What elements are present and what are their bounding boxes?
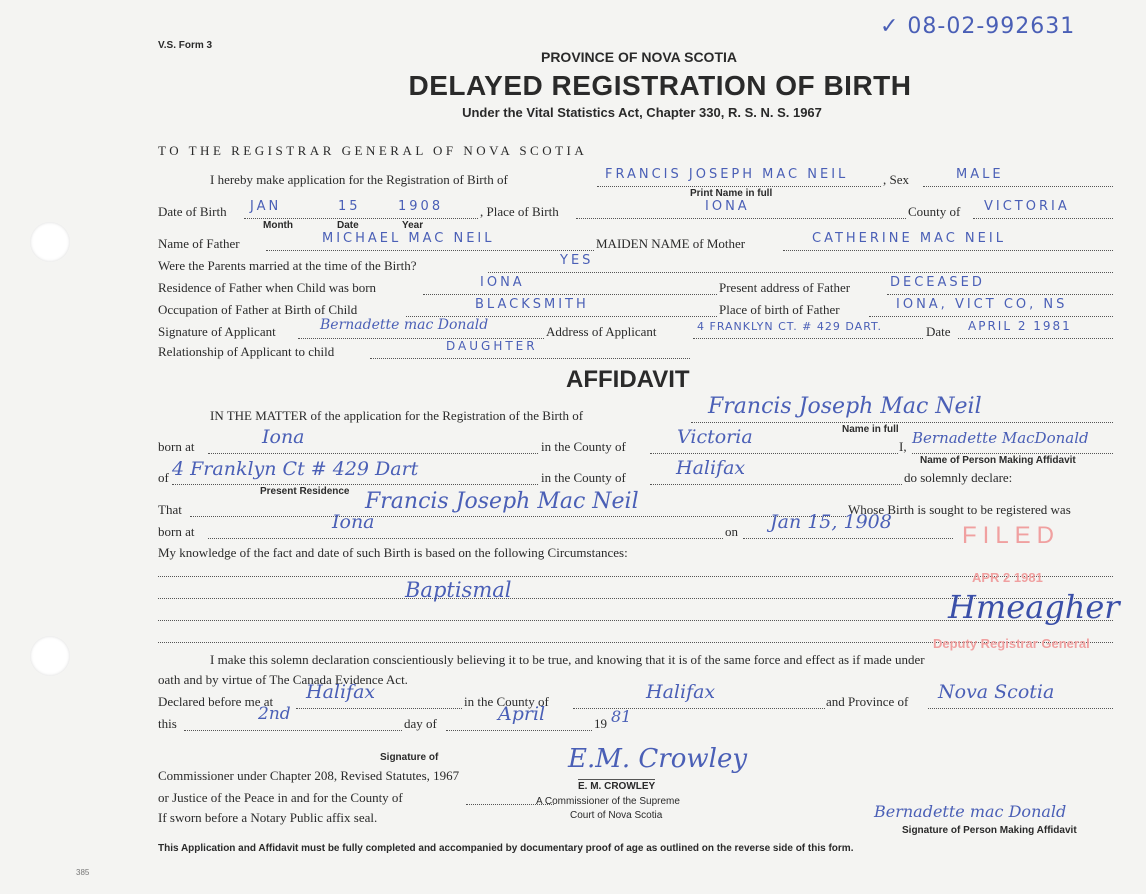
label-applicant-signature: Signature of Applicant	[158, 324, 276, 339]
field-applicant-address[interactable]: 4 FRANKLYN CT. # 429 DART.	[697, 320, 882, 333]
label-province-of: and Province of	[826, 694, 909, 709]
label-of: of	[158, 470, 169, 485]
field-affiant-name[interactable]: Bernadette MacDonald	[912, 429, 1089, 447]
label-that: That	[158, 502, 182, 517]
label-place-of-birth: , Place of Birth	[480, 204, 559, 219]
field-application-date[interactable]: APRIL 2 1981	[968, 319, 1072, 333]
registration-number: ✓ 08-02-992631	[880, 14, 1076, 39]
label-justice: or Justice of the Peace in and for the County of	[158, 790, 403, 805]
label-i: I,	[899, 439, 907, 454]
label-born-at: born at	[158, 439, 195, 454]
field-residence-father[interactable]: IONA	[480, 275, 525, 290]
label-declared-before: Declared before me at	[158, 694, 274, 709]
stamp-commissioner-line2: A Commissioner of the Supreme	[536, 796, 680, 807]
field-affiant-residence[interactable]: 4 Franklyn Ct # 429 Dart	[172, 458, 419, 480]
caption-signature-of: Signature of	[380, 752, 439, 763]
label-applicant-address: Address of Applicant	[546, 324, 657, 339]
field-mother-name[interactable]: CATHERINE MAC NEIL	[812, 231, 1006, 246]
field-month[interactable]: April	[498, 703, 546, 725]
field-parents-married[interactable]: YES	[560, 253, 594, 268]
caption-date: Date	[337, 220, 359, 231]
field-that-name[interactable]: Francis Joseph Mac Neil	[365, 489, 639, 514]
affiant-signature[interactable]: Bernadette mac Donald	[874, 802, 1067, 821]
affidavit-heading: AFFIDAVIT	[566, 366, 690, 393]
caption-month: Month	[263, 220, 293, 231]
label-sex: , Sex	[883, 172, 909, 187]
label-relationship: Relationship of Applicant to child	[158, 344, 335, 359]
field-present-address-father[interactable]: DECEASED	[890, 275, 985, 290]
label-occupation-father: Occupation of Father at Birth of Child	[158, 302, 358, 317]
filed-date: APR 2 1981	[972, 570, 1043, 585]
field-applicant-signature[interactable]: Bernadette mac Donald	[320, 317, 489, 333]
field-place-of-birth[interactable]: IONA	[705, 199, 750, 214]
label-present-address-father: Present address of Father	[719, 280, 851, 295]
label-mother-maiden-name: MAIDEN NAME of Mother	[596, 236, 746, 251]
stamp-commissioner-line3: Court of Nova Scotia	[570, 810, 663, 821]
corner-code: 385	[76, 868, 90, 877]
label-application-date: Date	[926, 324, 951, 339]
field-place-birth-father[interactable]: IONA, VICT CO, NS	[896, 297, 1068, 312]
field-residence-county[interactable]: Halifax	[676, 457, 746, 479]
field-birth-year[interactable]: 1908	[398, 199, 444, 214]
field-circumstances[interactable]: Baptismal	[405, 578, 512, 602]
province-heading: PROVINCE OF NOVA SCOTIA	[540, 49, 737, 65]
field-child-name[interactable]: FRANCIS JOSEPH MAC NEIL	[605, 167, 849, 182]
label-declared-county: in the County of	[464, 694, 549, 709]
label-in-the-matter: IN THE MATTER of the application for the Registration of the Birth of	[210, 408, 584, 423]
field-birth-day[interactable]: 15	[338, 199, 361, 214]
label-parents-married: Were the Parents married at the time of the Birth?	[158, 258, 417, 273]
field-sex[interactable]: MALE	[956, 167, 1004, 182]
label-registration-of: I hereby make application for the Registration of Birth of	[210, 172, 508, 187]
label-in-county-of: in the County of	[541, 439, 626, 454]
field-declared-county[interactable]: Halifax	[646, 681, 716, 703]
addressee-line: TO THE REGISTRAR GENERAL OF NOVA SCOTIA	[158, 143, 588, 158]
label-day-of: day of	[404, 716, 437, 731]
caption-print-name: Print Name in full	[690, 188, 773, 199]
deputy-registrar-title: Deputy Registrar General	[933, 636, 1090, 651]
field-born-at-2[interactable]: Iona	[332, 511, 375, 533]
declaration-line-1: I make this solemn declaration conscientiously believing it to be true, and knowing that it is of the same force and effect as if made under	[210, 652, 925, 667]
form-subtitle: Under the Vital Statistics Act, Chapter 330, R. S. N. S. 1967	[462, 105, 822, 120]
label-year-19: 19	[594, 716, 607, 731]
caption-signature-of-person: Signature of Person Making Affidavit	[902, 825, 1077, 836]
field-born-county[interactable]: Victoria	[677, 426, 753, 448]
label-whose-birth: Whose Birth is sought to be registered was	[848, 502, 1071, 517]
label-date-of-birth: Date of Birth	[158, 204, 227, 219]
deputy-registrar-signature: Hmeagher	[948, 588, 1120, 626]
field-birth-month[interactable]: JAN	[250, 199, 282, 214]
field-born-at[interactable]: Iona	[262, 426, 305, 448]
footer-instructions: This Application and Affidavit must be fully completed and accompanied by documentary proof of age as outlined on the reverse side of this form.	[158, 843, 854, 854]
form-number: V.S. Form 3	[158, 40, 213, 51]
caption-year: Year	[402, 220, 424, 231]
label-residence-father: Residence of Father when Child was born	[158, 280, 377, 295]
declaration-line-2: oath and by virtue of The Canada Evidence Act.	[158, 672, 408, 687]
caption-name-in-full: Name in full	[842, 424, 899, 435]
caption-present-residence: Present Residence	[260, 486, 350, 497]
label-county: County of	[908, 204, 961, 219]
label-place-birth-father: Place of birth of Father	[719, 302, 840, 317]
field-father-name[interactable]: MICHAEL MAC NEIL	[322, 231, 495, 246]
label-commissioner: Commissioner under Chapter 208, Revised Statutes, 1967	[158, 768, 460, 783]
caption-name-of-person: Name of Person Making Affidavit	[920, 455, 1076, 466]
field-born-on[interactable]: Jan 15, 1908	[770, 511, 892, 533]
form-title: DELAYED REGISTRATION OF BIRTH	[408, 70, 912, 101]
label-solemnly-declare: do solemnly declare:	[904, 470, 1013, 485]
field-relationship[interactable]: DAUGHTER	[446, 339, 538, 353]
field-affidavit-child-name[interactable]: Francis Joseph Mac Neil	[708, 394, 982, 419]
stamp-commissioner-name: E. M. CROWLEY	[578, 781, 656, 792]
label-knowledge: My knowledge of the fact and date of such Birth is based on the following Circumstances:	[158, 545, 628, 560]
label-father-name: Name of Father	[158, 236, 240, 251]
label-on: on	[725, 524, 738, 539]
field-province[interactable]: Nova Scotia	[938, 681, 1055, 703]
field-declared-at[interactable]: Halifax	[306, 681, 376, 703]
field-occupation-father[interactable]: BLACKSMITH	[475, 297, 589, 312]
filed-stamp: FILED	[962, 522, 1061, 549]
punch-hole-bottom	[30, 636, 70, 676]
label-in-county-of-2: in the County of	[541, 470, 626, 485]
label-notary: If sworn before a Notary Public affix seal.	[158, 810, 378, 825]
label-this: this	[158, 716, 177, 731]
field-this-day[interactable]: 2nd	[258, 704, 291, 724]
punch-hole-top	[30, 222, 70, 262]
label-born-at-2: born at	[158, 524, 195, 539]
field-county[interactable]: VICTORIA	[984, 199, 1070, 214]
field-year-suffix[interactable]: 81	[611, 707, 632, 726]
commissioner-signature: E.M. Crowley	[568, 744, 748, 774]
